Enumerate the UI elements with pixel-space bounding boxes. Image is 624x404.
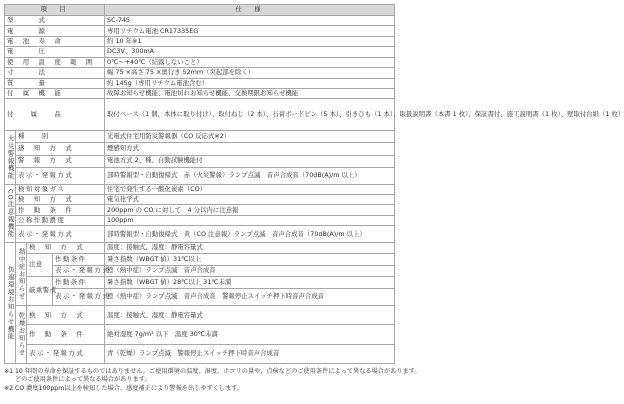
row-label: 検 知 方 式	[27, 305, 105, 324]
row-label: 表示・発報方式	[53, 288, 105, 305]
row-value: 部時警報型・自動復帰式 赤（火災警報）ランプ点滅 音声合成音（70dB(A)/m 以上）	[105, 167, 395, 184]
fire-group-label: 火災警報機能	[5, 131, 16, 184]
footnote-text: 10 年間の寿命を保証するものではありません。ご使用環境の温度、湿度、ホコリの量や、点検などのご使用条件によって異なる場合があります。	[15, 368, 421, 375]
table-row	[5, 78, 395, 88]
row-value: 専用リチウム電池 CR17335EG	[105, 26, 395, 36]
row-label: 警 報 方 式	[16, 155, 105, 167]
table-row	[5, 16, 395, 26]
row-label: 公称作動濃度	[16, 215, 105, 225]
table-row	[5, 47, 395, 57]
table-row	[5, 143, 395, 155]
footnote-mark: ※2	[4, 384, 14, 392]
row-value: 約 145g（専用リチウム電池含む）	[105, 78, 395, 88]
table-row	[5, 325, 395, 344]
table-row	[5, 253, 395, 265]
table-header	[5, 5, 395, 16]
footnotes	[4, 368, 421, 393]
row-label: 寸 法	[5, 68, 105, 78]
row-label: 表示・発報方式	[16, 226, 105, 243]
row-value: 電池方式 2、種、自動試験機能付	[105, 155, 395, 167]
spec-table	[4, 4, 624, 364]
dry-group-label: 乾燥お知らせ	[16, 305, 27, 363]
footnote-text: CO 濃度100ppm以上を検知した場合、感度補正により警報を出しやすくします。	[15, 384, 244, 392]
row-value: 100ppm	[105, 215, 395, 225]
row-label: 電 源	[5, 26, 105, 36]
row-value: 橙（熱中症）ランプ点滅 音声合成音	[105, 266, 395, 276]
row-label: 作動条件	[53, 253, 105, 265]
row-value: 温度：接触式、湿度：静電容量式	[105, 305, 395, 324]
table-row	[5, 155, 395, 167]
heat-severe-label: 厳重警戒	[27, 276, 53, 305]
table-row	[5, 288, 395, 305]
row-label: 表示・発報方式	[53, 266, 105, 276]
row-value: 幅 75 ×高さ 75 ×奥行き 52mm（突起部を除く）	[105, 68, 395, 78]
env-group-label: 快適環境お知らせ機能	[5, 243, 16, 364]
row-label: 表示・発報方式	[16, 167, 105, 184]
row-value: 住宅で発生する一酸化炭素（CO）	[105, 184, 395, 194]
table-row	[5, 243, 395, 253]
footnote-2	[4, 385, 396, 393]
row-label: 作 動 条 件	[16, 205, 105, 215]
footnote-text: どのご使用条件によって異なる場合があります。	[15, 376, 151, 384]
row-value: 部時警報型・自動復帰式 黄（CO 注意報）ランプ点滅 音声合成音（70dB(A)/m 以上）	[105, 226, 395, 243]
table-row	[5, 26, 395, 36]
footnote-1-cont	[4, 376, 396, 384]
row-label: 付 属 機 能	[5, 88, 105, 98]
table-row	[5, 344, 395, 363]
table-row	[5, 266, 395, 276]
table-row	[5, 99, 395, 131]
table-row	[5, 226, 395, 243]
table-row	[5, 68, 395, 78]
table-row	[5, 57, 395, 67]
row-value: 橙（熱中症）ランプ点滅 音声合成音 警報停止スイッチ押下時音声合成音	[105, 288, 395, 305]
row-label: 電 圧	[5, 47, 105, 57]
row-value: 0℃～+40℃（結露しないこと）	[105, 57, 395, 67]
row-value: DC3V、300mA	[105, 47, 395, 57]
row-label: 種 別	[16, 131, 105, 143]
row-value: 約 10 年※1	[105, 36, 395, 46]
row-label: 質 量	[5, 78, 105, 88]
row-value: 青（乾燥）ランプ点滅 警報停止スイッチ押下時音声合成音	[105, 344, 395, 363]
table-row	[5, 205, 395, 215]
row-value: 故障お知らせ機能、電池切れお知らせ機能、交換期限お知らせ機能	[105, 88, 395, 98]
row-value: 絶対湿度 7g/m³ 以下 温度 30℃未満	[105, 325, 395, 344]
table-row	[5, 167, 395, 184]
row-label: 検 知 方 式	[27, 243, 105, 253]
row-value: 取付ベース（1 個、本体に取り付け）、取付ねじ（2 本）、石膏ボードピン（5 本）、引きひも（1 本）、取扱説明書（本書 1 枚）、保証書付、施工説明書（1 枚）、壁取付台紙（1 枚）	[105, 99, 395, 131]
row-label: 検 知 方 式	[16, 195, 105, 205]
row-label: 作動条件	[53, 276, 105, 288]
row-label: 作 動 条 件	[27, 325, 105, 344]
table-row	[5, 88, 395, 98]
table-row	[5, 184, 395, 194]
co-group-label: CO注意報機能	[5, 184, 16, 243]
row-label: 電 池 寿 命	[5, 36, 105, 46]
row-label: 検知対象ガス	[16, 184, 105, 194]
row-value: 温度：接触式、湿度：静電容量式	[105, 243, 395, 253]
table-row	[5, 131, 395, 143]
row-label: 型 式	[5, 16, 105, 26]
row-value: 電気化学式	[105, 195, 395, 205]
table-row	[5, 305, 395, 324]
table-row	[5, 215, 395, 225]
table-row	[5, 276, 395, 288]
row-value: SC-745	[105, 16, 395, 26]
heat-group-label: 熱中症お知らせ	[16, 243, 27, 306]
row-label: 感 知 方 式	[16, 143, 105, 155]
row-value: 200ppm の CO に対して 4 分以内に注意報	[105, 205, 395, 215]
row-value: 煙感知方式	[105, 143, 395, 155]
header-spec: 仕 様	[105, 5, 395, 16]
row-label: 表示・発報方式	[27, 344, 105, 363]
footnote-mark: ※1	[4, 368, 14, 375]
heat-caution-label: 注意	[27, 253, 53, 276]
table-row	[5, 36, 395, 46]
row-value: 暑さ指数（WBGT 値）31℃以上	[105, 253, 395, 265]
row-value: 光電式住宅用防災警報器（CO 反応式※2）	[105, 131, 395, 143]
table-row	[5, 195, 395, 205]
row-label: 付 属 品	[5, 99, 105, 131]
row-value: 暑さ指数（WBGT 値）28℃以上 31℃未満	[105, 276, 395, 288]
header-item: 項 目	[5, 5, 105, 16]
row-label: 使 用 温 度 範 囲	[5, 57, 105, 67]
